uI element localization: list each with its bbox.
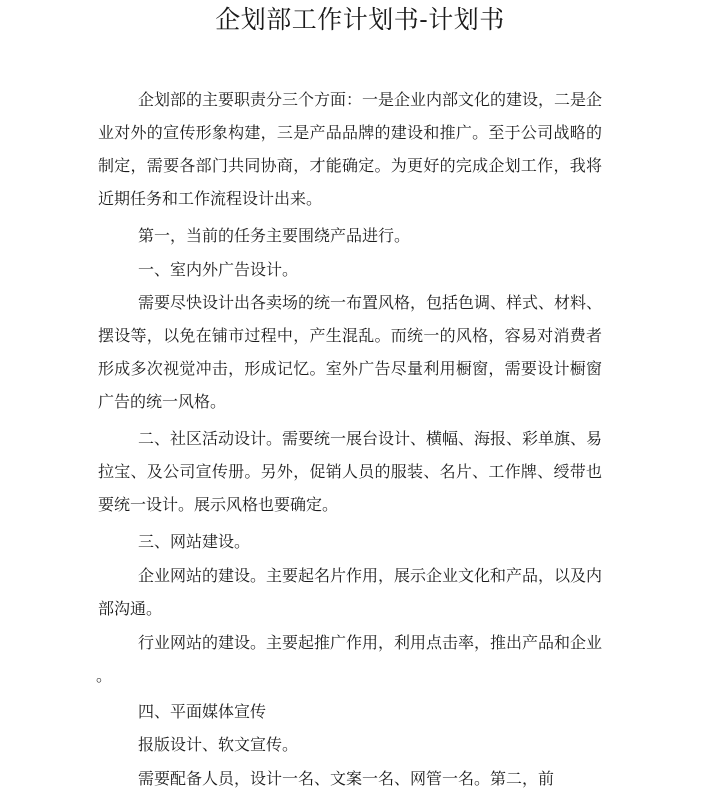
paragraph-line: 企划部的主要职责分三个方面：一是企业内部文化的建设，二是企: [138, 90, 602, 109]
paragraph-line: 第一，当前的任务主要围绕产品进行。: [138, 226, 411, 245]
paragraph-line: 近期任务和工作流程设计出来。: [98, 189, 323, 208]
paragraph-line: 要统一设计。展示风格也要确定。: [98, 495, 339, 514]
paragraph-line: 业对外的宣传形象构建，三是产品品牌的建设和推广。至于公司战略的: [98, 123, 602, 142]
paragraph-line: 企业网站的建设。主要起名片作用，展示企业文化和产品，以及内: [138, 566, 602, 585]
section-heading: 三、网站建设。: [138, 532, 251, 551]
paragraph-line: 二、社区活动设计。需要统一展台设计、横幅、海报、彩单旗、易: [138, 429, 602, 448]
paragraph-line: 。: [96, 666, 113, 685]
document-title: 企划部工作计划书-计划书: [215, 5, 505, 34]
paragraph-line: 拉宝、及公司宣传册。另外，促销人员的服装、名片、工作牌、绶带也: [98, 462, 602, 481]
section-heading: 四、平面媒体宣传: [138, 702, 267, 721]
paragraph-line: 需要配备人员，设计一名、文案一名、网管一名。第二，前: [138, 769, 555, 788]
paragraph-line: 广告的统一风格。: [98, 392, 227, 411]
paragraph-line: 行业网站的建设。主要起推广作用，利用点击率，推出产品和企业: [138, 633, 602, 652]
paragraph-line: 需要尽快设计出各卖场的统一布置风格，包括色调、样式、材料、: [138, 293, 602, 312]
paragraph-line: 制定，需要各部门共同协商，才能确定。为更好的完成企划工作，我将: [98, 156, 602, 175]
paragraph-line: 部沟通。: [98, 599, 163, 618]
paragraph-line: 报版设计、软文宣传。: [138, 735, 299, 754]
paragraph-line: 摆设等，以免在铺市过程中，产生混乱。而统一的风格，容易对消费者: [98, 326, 602, 345]
section-heading: 一、室内外广告设计。: [138, 260, 299, 279]
paragraph-line: 形成多次视觉冲击，形成记忆。室外广告尽量利用橱窗，需要设计橱窗: [98, 359, 602, 378]
